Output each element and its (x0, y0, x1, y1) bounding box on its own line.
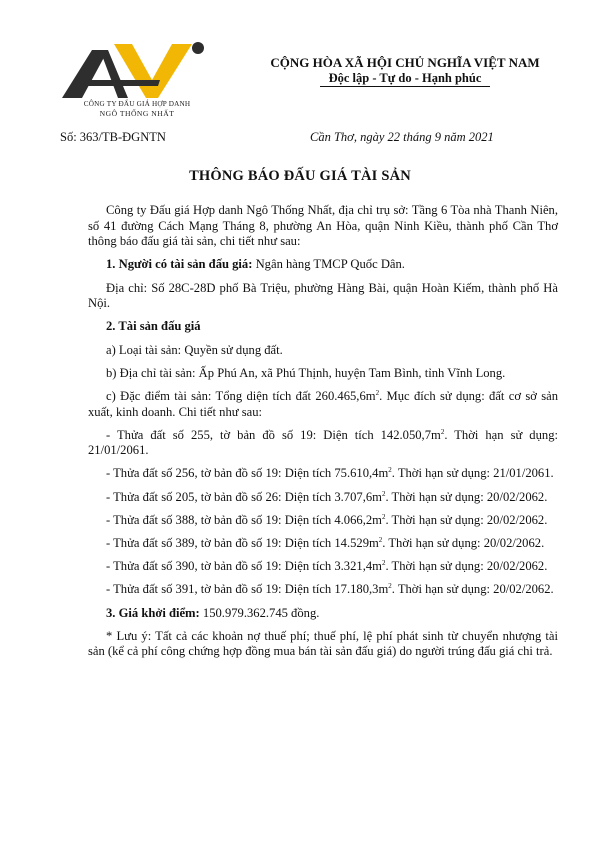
document-number: Số: 363/TB-ĐGNTN (60, 130, 166, 144)
company-name-line2: NGÔ THỐNG NHẤT (99, 109, 175, 118)
parcel-text: - Thửa đất số 391, tờ bản đồ số 19: Diện tích 17.180,3m (106, 582, 389, 597)
parcel-term: . Thời hạn sử dụng: 20/02/2062. (385, 559, 548, 574)
motto: Độc lập - Tự do - Hạnh phúc (328, 71, 482, 85)
section-2 (88, 319, 558, 335)
parcel-item (88, 559, 558, 575)
superscript: 2 (381, 512, 386, 521)
parcel-item (88, 490, 558, 506)
note-paragraph: * Lưu ý: Tất cả các khoản nợ thuế phí; thuế phí, lệ phí phát sinh từ chuyển nhượng tài sản (kể cả phí công chứng hợp đồng mua bán tài sản đấu giá) do người trúng đấu giá chi trả. (88, 628, 558, 659)
page-title: THÔNG BÁO ĐẤU GIÁ TÀI SẢN (189, 168, 411, 184)
parcel-term: . Thời hạn sử dụng: 20/02/2062. (382, 536, 545, 551)
superscript: 2 (388, 466, 392, 475)
company-name-line1: CÔNG TY ĐẤU GIÁ HỢP DANH (83, 100, 191, 108)
motto-underline (320, 86, 490, 87)
parcel-term: . Thời hạn sử dụng: 21/01/2061. (88, 427, 558, 458)
superscript: 2 (388, 582, 392, 591)
parcel-text: - Thửa đất số 388, tờ bản đồ số 19: Diện tích 4.066,2m (106, 512, 382, 527)
section-3 (88, 606, 558, 622)
place-date: Cần Thơ, ngày 22 tháng 9 năm 2021 (310, 130, 494, 144)
parcel-term: . Thời hạn sử dụng: 21/01/2061. (391, 466, 554, 481)
parcel-text: - Thửa đất số 255, tờ bản đồ số 19: Diện tích 142.050,7m (106, 427, 441, 442)
nation-heading: CỘNG HÒA XÃ HỘI CHỦ NGHĨA VIỆT NAM (270, 55, 540, 70)
asset-address: b) Địa chỉ tài sản: Ấp Phú An, xã Phú Thịnh, huyện Tam Bình, tỉnh Vĩnh Long. (106, 365, 506, 380)
parcel-item (88, 582, 558, 598)
asset-characteristics-text: c) Đặc điểm tài sản: Tổng diện tích đất 260.465,6m (106, 388, 376, 403)
superscript: 2 (381, 489, 386, 498)
superscript: 2 (375, 388, 380, 397)
section-1-heading: 1. Người có tài sản đấu giá: (106, 257, 253, 272)
asset-characteristics-text-cont: . Mục đích sử dụng: đất cơ sở sản xuất, kinh doanh. Chi tiết như sau: (88, 388, 559, 419)
superscript: 2 (378, 535, 383, 544)
asset-type: a) Loại tài sản: Quyền sử dụng đất. (106, 342, 283, 357)
parcel-text: - Thửa đất số 389, tờ bản đồ số 19: Diện tích 14.529m (106, 536, 379, 551)
section-1-address: Địa chỉ: Số 28C-28D phố Bà Triệu, phường Hàng Bài, quận Hoàn Kiếm, thành phố Hà Nội. (88, 280, 558, 311)
section-1-value: Ngân hàng TMCP Quốc Dân. (252, 257, 405, 272)
intro-paragraph: Công ty Đấu giá Hợp danh Ngô Thống Nhất, địa chỉ trụ sở: Tầng 6 Tòa nhà Thanh Niên, số 41 đường Cách Mạng Tháng 8, phường An Hòa, quận Ninh Kiều, thành phố Cần Thơ thông báo đấu giá tài sản, chi tiết như sau: (88, 203, 558, 249)
parcel-term: . Thời hạn sử dụng: 20/02/2062. (385, 512, 548, 527)
logo-mark-icon (62, 40, 212, 102)
asset-characteristics (88, 389, 558, 420)
parcel-item (88, 428, 558, 459)
section-3-heading: 3. Giá khởi điểm: (106, 605, 200, 620)
parcel-item (88, 466, 558, 482)
parcel-item (88, 536, 558, 552)
notice-body (88, 203, 558, 668)
parcel-term: . Thời hạn sử dụng: 20/02/2062. (391, 582, 554, 597)
parcel-text: - Thửa đất số 390, tờ bản đồ số 19: Diện tích 3.321,4m (106, 559, 382, 574)
section-2-heading: 2. Tài sản đấu giá (106, 319, 201, 334)
parcel-text: - Thửa đất số 205, tờ bản đồ số 26: Diện tích 3.707,6m (106, 489, 382, 504)
section-1 (88, 257, 558, 273)
superscript: 2 (381, 559, 386, 568)
parcel-item (88, 513, 558, 529)
parcel-term: . Thời hạn sử dụng: 20/02/2062. (385, 489, 548, 504)
superscript: 2 (440, 427, 445, 436)
starting-price: 150.979.362.745 đồng. (199, 605, 320, 620)
parcel-text: - Thửa đất số 256, tờ bản đồ số 19: Diện tích 75.610,4m (106, 466, 389, 481)
